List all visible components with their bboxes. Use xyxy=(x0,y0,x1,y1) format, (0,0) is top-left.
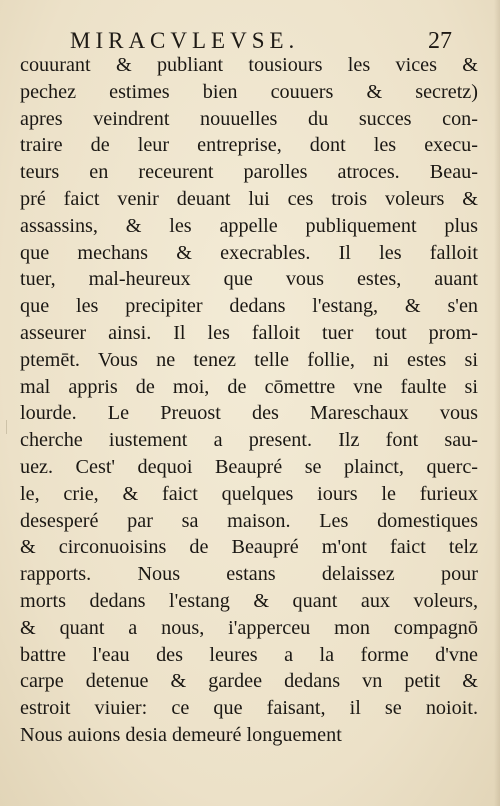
page-edge-shadow xyxy=(494,0,500,806)
margin-mark xyxy=(6,420,10,434)
text-line: Nous auions desia demeuré longuement xyxy=(20,723,342,746)
body-text xyxy=(20,52,478,749)
text-line: estroit viuier: ce que faisant, il se noioit. xyxy=(20,697,478,720)
text-line: pré faict venir deuant lui ces trois voleurs & xyxy=(20,187,478,210)
text-line: apres veindrent nouuelles du succes con- xyxy=(20,107,478,130)
running-head-title: MIRACVLEVSE. xyxy=(70,28,300,53)
text-line: rapports. Nous estans delaissez pour xyxy=(20,563,478,586)
text-line: uez. Cest' dequoi Beaupré se plainct, querc- xyxy=(20,455,478,478)
text-line: couurant & publiant tousiours les vices & xyxy=(20,54,478,76)
text-line: battre l'eau des leures a la forme d'vne xyxy=(20,643,478,666)
text-line: teurs en receurent parolles atroces. Beau- xyxy=(20,161,478,184)
text-line: que mechans & execrables. Il les falloit xyxy=(20,241,478,264)
text-line: le, crie, & faict quelques iours le furieux xyxy=(20,482,478,505)
text-line: lourde. Le Preuost des Mareschaux vous xyxy=(20,402,478,425)
page-number: 27 xyxy=(428,28,452,54)
text-line: pechez estimes bien couuers & secretz) xyxy=(20,80,478,103)
text-line: tuer, mal-heureux que vous estes, auant xyxy=(20,268,478,291)
text-line: que les precipiter dedans l'estang, & s'en xyxy=(20,295,478,318)
text-line: asseurer ainsi. Il les falloit tuer tout prom- xyxy=(20,321,478,344)
text-line: carpe detenue & gardee dedans vn petit & xyxy=(20,670,478,693)
text-line: morts dedans l'estang & quant aux voleurs, xyxy=(20,589,478,612)
text-line: & circonuoisins de Beaupré m'ont faict telz xyxy=(20,536,478,559)
text-line: & quant a nous, i'apperceu mon compagnō xyxy=(20,616,478,639)
text-line: ptemēt. Vous ne tenez telle follie, ni estes si xyxy=(20,348,478,371)
text-line: cherche iustement a present. Ilz font sau- xyxy=(20,429,478,452)
text-line: traire de leur entreprise, dont les execu- xyxy=(20,134,478,157)
text-line: assassins, & les appelle publiquement plus xyxy=(20,214,478,237)
text-line: mal appris de moi, de cōmettre vne faulte si xyxy=(20,375,478,398)
text-line: desesperé par sa maison. Les domestiques xyxy=(20,509,478,532)
